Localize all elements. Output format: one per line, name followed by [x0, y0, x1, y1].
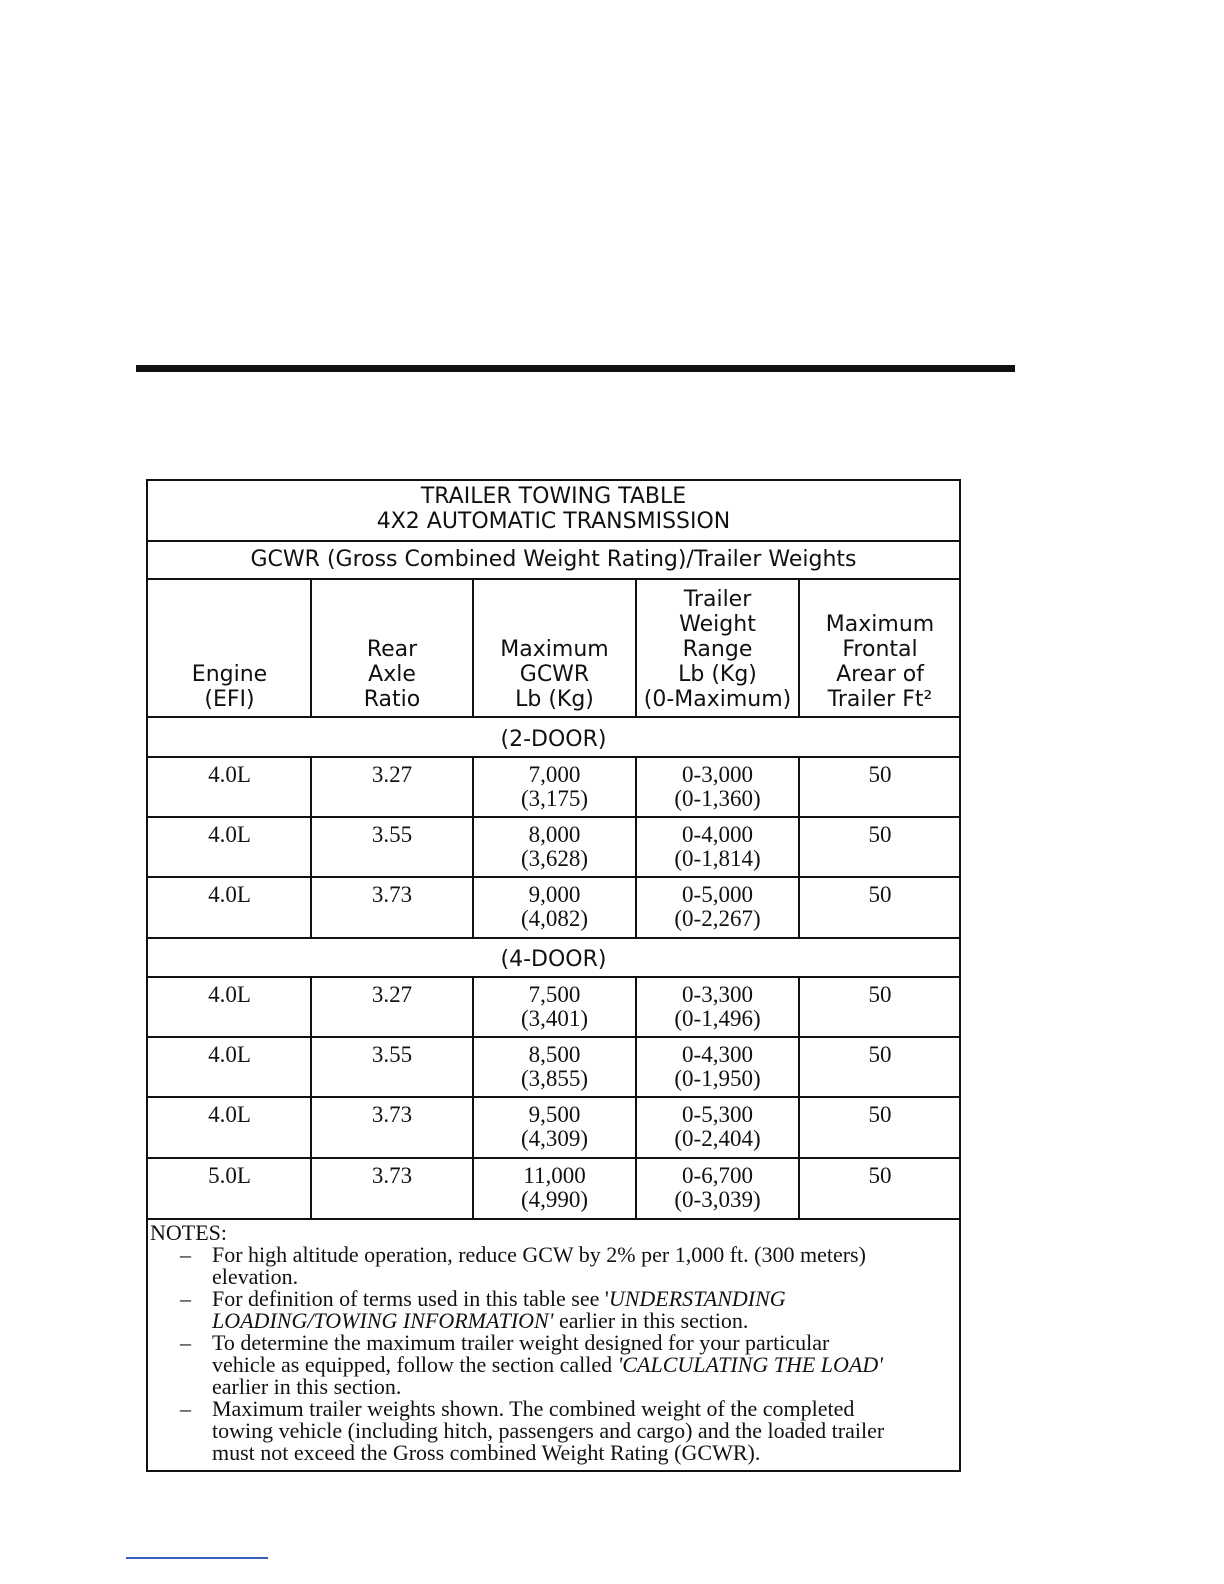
cell-gcwr: 9,000 (4,082) — [520, 882, 589, 931]
column-header-rear-axle-ratio: Rear Axle Ratio — [363, 637, 421, 712]
table-title-line2: 4X2 AUTOMATIC TRANSMISSION — [376, 509, 731, 534]
note-item: – Maximum trailer weights shown. The combined weight of the completed towing vehicle (including hitch, passengers and cargo) and the loaded trailer must not exceed the Gross combined Weight Rating (GCWR). — [180, 1396, 885, 1465]
table-subtitle: GCWR (Gross Combined Weight Rating)/Trailer Weights — [250, 547, 857, 572]
column-divider — [310, 976, 312, 1220]
cell-gcwr: 9,500 (4,309) — [520, 1102, 589, 1151]
column-divider — [798, 756, 800, 939]
footer-rule — [126, 1557, 268, 1559]
cell-area: 50 — [868, 1102, 892, 1127]
cell-ratio: 3.55 — [371, 822, 413, 847]
cell-engine: 4.0L — [208, 982, 251, 1007]
cell-range: 0-5,000 (0-2,267) — [674, 882, 761, 931]
cell-gcwr: 11,000 (4,990) — [520, 1163, 589, 1212]
divider — [148, 816, 959, 818]
column-divider — [798, 976, 800, 1220]
column-divider — [635, 578, 637, 718]
divider — [148, 937, 959, 939]
divider — [148, 876, 959, 878]
cell-ratio: 3.27 — [371, 982, 413, 1007]
note-dash: – — [180, 1330, 191, 1355]
cell-ratio: 3.27 — [371, 762, 413, 787]
cell-ratio: 3.73 — [371, 1102, 413, 1127]
cell-range: 0-4,000 (0-1,814) — [674, 822, 761, 871]
note-dash: – — [180, 1396, 191, 1421]
table-title-line1: TRAILER TOWING TABLE — [420, 484, 687, 509]
divider — [148, 1096, 959, 1098]
cell-area: 50 — [868, 982, 892, 1007]
note-dash: – — [180, 1286, 191, 1311]
cell-ratio: 3.73 — [371, 1163, 413, 1188]
cell-area: 50 — [868, 882, 892, 907]
column-header-engine: Engine (EFI) — [191, 662, 268, 712]
column-divider — [472, 578, 474, 718]
divider — [148, 716, 959, 718]
group-header-4-door: (4-DOOR) — [500, 947, 607, 972]
cell-range: 0-5,300 (0-2,404) — [674, 1102, 761, 1151]
cell-area: 50 — [868, 1042, 892, 1067]
column-header-frontal-area: Maximum Frontal Arear of Trailer Ft² — [825, 612, 935, 712]
cell-engine: 4.0L — [208, 882, 251, 907]
group-header-2-door: (2-DOOR) — [500, 727, 607, 752]
divider — [148, 976, 959, 978]
table-title — [148, 484, 959, 534]
cell-range: 0-3,000 (0-1,360) — [674, 762, 761, 811]
cell-range: 0-6,700 (0-3,039) — [674, 1163, 761, 1212]
cell-area: 50 — [868, 762, 892, 787]
cell-engine: 4.0L — [208, 1042, 251, 1067]
note-item: – To determine the maximum trailer weight designed for your particular vehicle as equipped, follow the section called 'CALCULATING THE LOAD' earlier in this section. — [180, 1330, 883, 1399]
table-notes — [148, 1222, 959, 1464]
column-header-trailer-weight-range: Trailer Weight Range Lb (Kg) (0-Maximum) — [643, 587, 792, 712]
column-header-max-gcwr: Maximum GCWR Lb (Kg) — [500, 637, 609, 712]
cell-range: 0-3,300 (0-1,496) — [674, 982, 761, 1031]
divider — [148, 540, 959, 542]
divider — [148, 1036, 959, 1038]
divider — [148, 1218, 959, 1220]
column-divider — [310, 578, 312, 718]
notes-title: NOTES: — [150, 1220, 227, 1245]
column-divider — [635, 976, 637, 1220]
cell-engine: 4.0L — [208, 762, 251, 787]
note-item: – For definition of terms used in this table see 'UNDERSTANDING LOADING/TOWING INFORMATION' earlier in this section. — [180, 1286, 786, 1333]
note-dash: – — [180, 1242, 191, 1267]
column-divider — [472, 976, 474, 1220]
cell-area: 50 — [868, 822, 892, 847]
section-rule — [136, 365, 1015, 372]
cell-gcwr: 8,500 (3,855) — [520, 1042, 589, 1091]
cell-gcwr: 8,000 (3,628) — [520, 822, 589, 871]
note-item: – For high altitude operation, reduce GCW by 2% per 1,000 ft. (300 meters) elevation. — [180, 1242, 866, 1289]
cell-engine: 4.0L — [208, 822, 251, 847]
cell-engine: 4.0L — [208, 1102, 251, 1127]
divider — [148, 756, 959, 758]
column-divider — [472, 756, 474, 939]
cell-gcwr: 7,000 (3,175) — [520, 762, 589, 811]
column-divider — [310, 756, 312, 939]
cell-area: 50 — [868, 1163, 892, 1188]
cell-gcwr: 7,500 (3,401) — [520, 982, 589, 1031]
trailer-towing-table — [146, 479, 961, 1472]
cell-engine: 5.0L — [208, 1163, 251, 1188]
divider — [148, 1157, 959, 1159]
cell-ratio: 3.55 — [371, 1042, 413, 1067]
column-divider — [635, 756, 637, 939]
cell-range: 0-4,300 (0-1,950) — [674, 1042, 761, 1091]
cell-ratio: 3.73 — [371, 882, 413, 907]
column-divider — [798, 578, 800, 718]
